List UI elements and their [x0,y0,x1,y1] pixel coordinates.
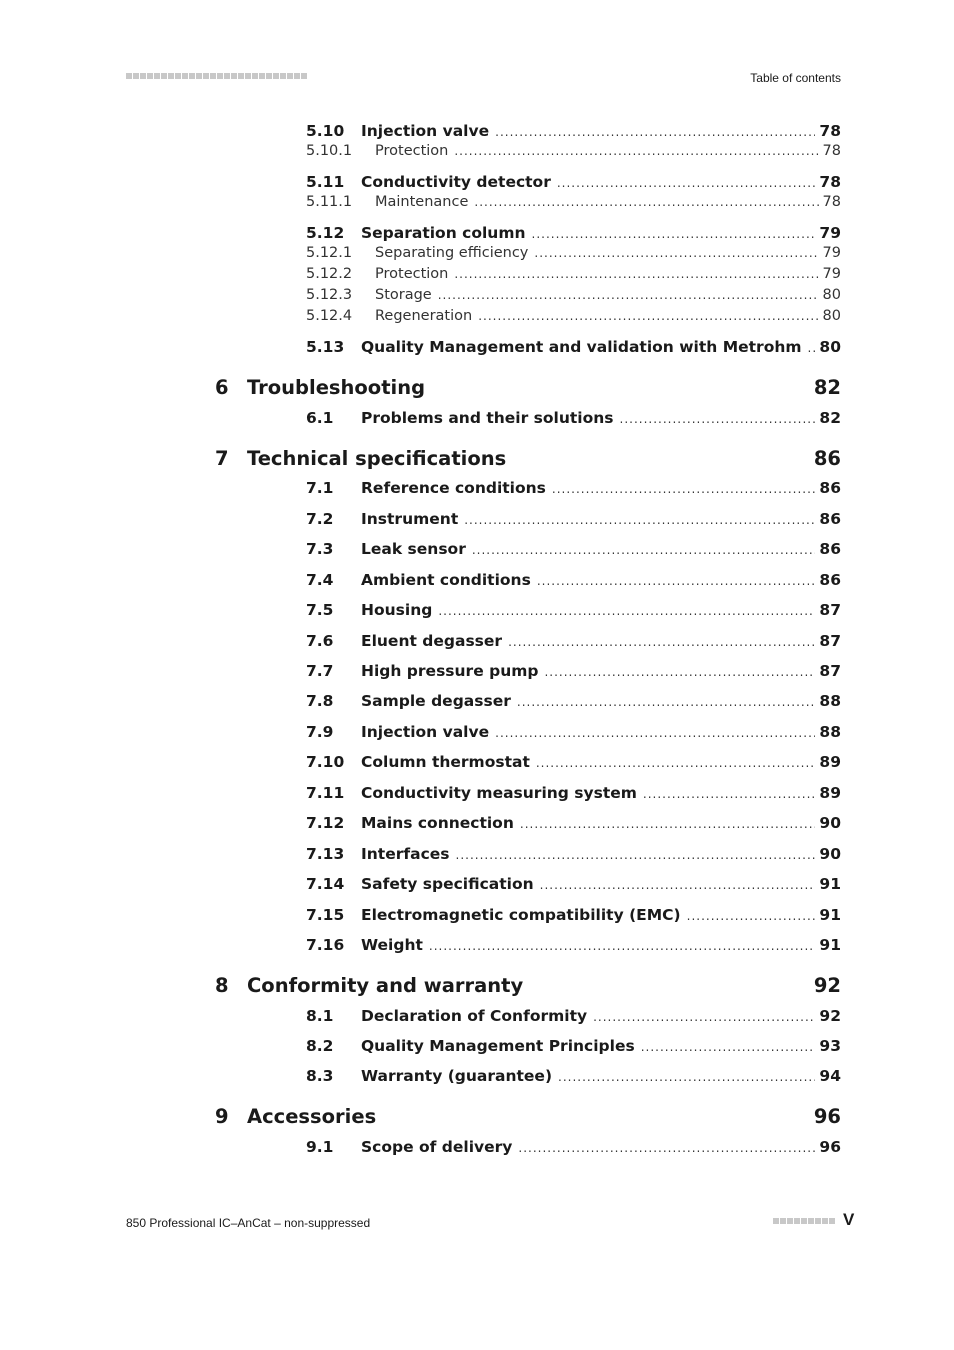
entry-number: 6.1 [306,409,334,427]
dot-leader [552,482,816,496]
dot-leader [495,726,815,740]
entry-number: 9.1 [306,1138,334,1156]
dot-leader [558,1070,815,1084]
toc-section-entry[interactable] [306,814,841,834]
decoration-square [822,1218,828,1224]
entry-title: Mains connection [361,814,514,832]
dot-leader [438,604,815,618]
entry-number: 7.7 [306,662,334,680]
entry-title: Protection [375,266,449,282]
entry-number: 5.10 [306,122,345,140]
entry-number: 5.12 [306,224,345,242]
toc-section-entry[interactable] [306,906,841,926]
dot-leader [544,665,815,679]
entry-page: 89 [819,753,841,771]
entry-number: 7.10 [306,753,345,771]
dot-leader [687,909,816,923]
dot-leader [641,1040,816,1054]
dot-leader [454,144,818,158]
footer-decoration [773,1218,835,1224]
entry-number: 5.12.3 [306,287,353,303]
entry-page: 87 [819,662,841,680]
entry-page: 91 [819,906,841,924]
dot-leader [438,288,819,302]
entry-page: 90 [819,814,841,832]
dot-leader [808,341,816,355]
chapter-page: 82 [813,376,841,399]
entry-page: 93 [819,1037,841,1055]
entry-title: Ambient conditions [361,571,531,589]
entry-title: Protection [375,143,449,159]
dot-leader [643,787,816,801]
toc-section-entry[interactable] [306,662,841,682]
entry-title: Reference conditions [361,479,546,497]
entry-title: Injection valve [361,723,490,741]
decoration-square [815,1218,821,1224]
dot-leader [508,635,815,649]
toc-section-entry[interactable] [306,1007,841,1027]
toc-section-entry[interactable] [306,692,841,712]
toc-section-entry[interactable] [306,601,841,621]
toc-chapter-entry[interactable] [215,1105,841,1131]
entry-number: 5.12.2 [306,266,353,282]
toc-section-entry[interactable] [306,409,841,429]
entry-title: Scope of delivery [361,1138,513,1156]
entry-page: 80 [819,338,841,356]
chapter-page: 92 [813,974,841,997]
toc-subsection-entry[interactable] [306,245,841,265]
entry-title: Separating efficiency [375,245,529,261]
chapter-title: Troubleshooting [247,376,426,399]
entry-number: 8.2 [306,1037,334,1055]
entry-title: Declaration of Conformity [361,1007,588,1025]
toc-subsection-entry[interactable] [306,266,841,286]
entry-title: Sample degasser [361,692,511,710]
toc-subsection-entry[interactable] [306,287,841,307]
entry-title: Weight [361,936,423,954]
entry-number: 7.11 [306,784,345,802]
entry-page: 86 [819,571,841,589]
toc-subsection-entry[interactable] [306,194,841,214]
entry-page: 88 [819,723,841,741]
toc-section-entry[interactable] [306,122,841,142]
entry-page: 86 [819,479,841,497]
chapter-number: 9 [215,1105,229,1128]
entry-number: 7.6 [306,632,334,650]
dot-leader [537,574,816,588]
entry-title: Leak sensor [361,540,466,558]
entry-title: Column thermostat [361,753,530,771]
toc-subsection-entry[interactable] [306,143,841,163]
entry-page: 89 [819,784,841,802]
entry-title: Separation column [361,224,526,242]
entry-title: High pressure pump [361,662,539,680]
entry-title: Maintenance [375,194,469,210]
toc-subsection-entry[interactable] [306,308,841,328]
entry-title: Housing [361,601,433,619]
dot-leader [532,227,816,241]
dot-leader [540,878,816,892]
chapter-title: Accessories [247,1105,377,1128]
toc-section-entry[interactable] [306,753,841,773]
entry-number: 7.1 [306,479,334,497]
entry-page: 79 [822,266,841,282]
entry-number: 7.12 [306,814,345,832]
entry-number: 5.12.4 [306,308,353,324]
decoration-square [801,1218,807,1224]
entry-number: 5.13 [306,338,345,356]
entry-number: 7.16 [306,936,345,954]
entry-number: 5.11 [306,173,345,191]
entry-title: Injection valve [361,122,490,140]
entry-number: 8.1 [306,1007,334,1025]
entry-page: 91 [819,936,841,954]
toc-section-entry[interactable] [306,224,841,244]
entry-title: Warranty (guarantee) [361,1067,553,1085]
chapter-number: 7 [215,447,229,470]
toc-section-entry[interactable] [306,936,841,956]
dot-leader [520,817,816,831]
toc-section-entry[interactable] [306,540,841,560]
toc-section-entry[interactable] [306,173,841,193]
dot-leader [429,939,816,953]
entry-page: 78 [822,143,841,159]
dot-leader [536,756,816,770]
dot-leader [464,513,815,527]
entry-title: Problems and their solutions [361,409,614,427]
toc-section-entry[interactable] [306,784,841,804]
decoration-square [787,1218,793,1224]
entry-page: 86 [819,510,841,528]
dot-leader [517,695,816,709]
entry-page: 91 [819,875,841,893]
entry-title: Safety specification [361,875,534,893]
toc-section-entry[interactable] [306,632,841,652]
entry-page: 88 [819,692,841,710]
entry-number: 5.10.1 [306,143,353,159]
chapter-number: 8 [215,974,229,997]
entry-page: 94 [819,1067,841,1085]
toc-section-entry[interactable] [306,723,841,743]
entry-title: Electromagnetic compatibility (EMC) [361,906,681,924]
entry-page: 96 [819,1138,841,1156]
footer-page-number: V [843,1210,855,1229]
entry-number: 7.5 [306,601,334,619]
entry-number: 7.13 [306,845,345,863]
entry-page: 87 [819,632,841,650]
entry-page: 92 [819,1007,841,1025]
entry-number: 8.3 [306,1067,334,1085]
chapter-title: Conformity and warranty [247,974,524,997]
dot-leader [478,309,818,323]
dot-leader [534,246,818,260]
dot-leader [456,848,816,862]
entry-title: Storage [375,287,432,303]
dot-leader [593,1010,815,1024]
entry-page: 78 [819,173,841,191]
entry-title: Quality Management and validation with Metrohm [361,338,802,356]
entry-title: Interfaces [361,845,450,863]
dot-leader [495,125,815,139]
toc-chapter-entry[interactable] [215,974,841,1000]
entry-title: Eluent degasser [361,632,503,650]
decoration-square [808,1218,814,1224]
toc-section-entry[interactable] [306,510,841,530]
toc-section-entry[interactable] [306,1138,841,1158]
toc-section-entry[interactable] [306,845,841,865]
entry-number: 7.3 [306,540,334,558]
header-section-title: Table of contents [750,71,841,85]
dot-leader [518,1141,815,1155]
entry-page: 80 [822,308,841,324]
toc-section-entry[interactable] [306,571,841,591]
decoration-square [780,1218,786,1224]
entry-page: 87 [819,601,841,619]
entry-page: 90 [819,845,841,863]
entry-number: 7.9 [306,723,334,741]
entry-number: 5.11.1 [306,194,353,210]
entry-title: Regeneration [375,308,473,324]
toc-section-entry[interactable] [306,479,841,499]
dot-leader [454,267,818,281]
entry-title: Conductivity measuring system [361,784,637,802]
toc-section-entry[interactable] [306,1067,841,1087]
entry-page: 80 [822,287,841,303]
chapter-page: 86 [813,447,841,470]
entry-title: Quality Management Principles [361,1037,635,1055]
dot-leader [472,543,816,557]
chapter-page: 96 [813,1105,841,1128]
toc-section-entry[interactable] [306,875,841,895]
chapter-number: 6 [215,376,229,399]
decoration-square [829,1218,835,1224]
entry-page: 78 [819,122,841,140]
entry-title: Instrument [361,510,459,528]
entry-number: 7.8 [306,692,334,710]
toc-section-entry[interactable] [306,1037,841,1057]
toc-section-entry[interactable] [306,338,841,358]
entry-page: 79 [819,224,841,242]
toc-chapter-entry[interactable] [215,376,841,402]
entry-number: 7.14 [306,875,345,893]
toc-chapter-entry[interactable] [215,447,841,473]
entry-number: 7.15 [306,906,345,924]
entry-number: 7.4 [306,571,334,589]
dot-leader [474,195,818,209]
chapter-title: Technical specifications [247,447,507,470]
entry-number: 5.12.1 [306,245,353,261]
dot-leader [557,176,816,190]
decoration-square [794,1218,800,1224]
entry-title: Conductivity detector [361,173,551,191]
entry-page: 82 [819,409,841,427]
entry-page: 78 [822,194,841,210]
decoration-square [773,1218,779,1224]
entry-page: 79 [822,245,841,261]
entry-page: 86 [819,540,841,558]
entry-number: 7.2 [306,510,334,528]
dot-leader [620,412,816,426]
footer-document-title: 850 Professional IC–AnCat – non-suppressed [126,1216,371,1230]
